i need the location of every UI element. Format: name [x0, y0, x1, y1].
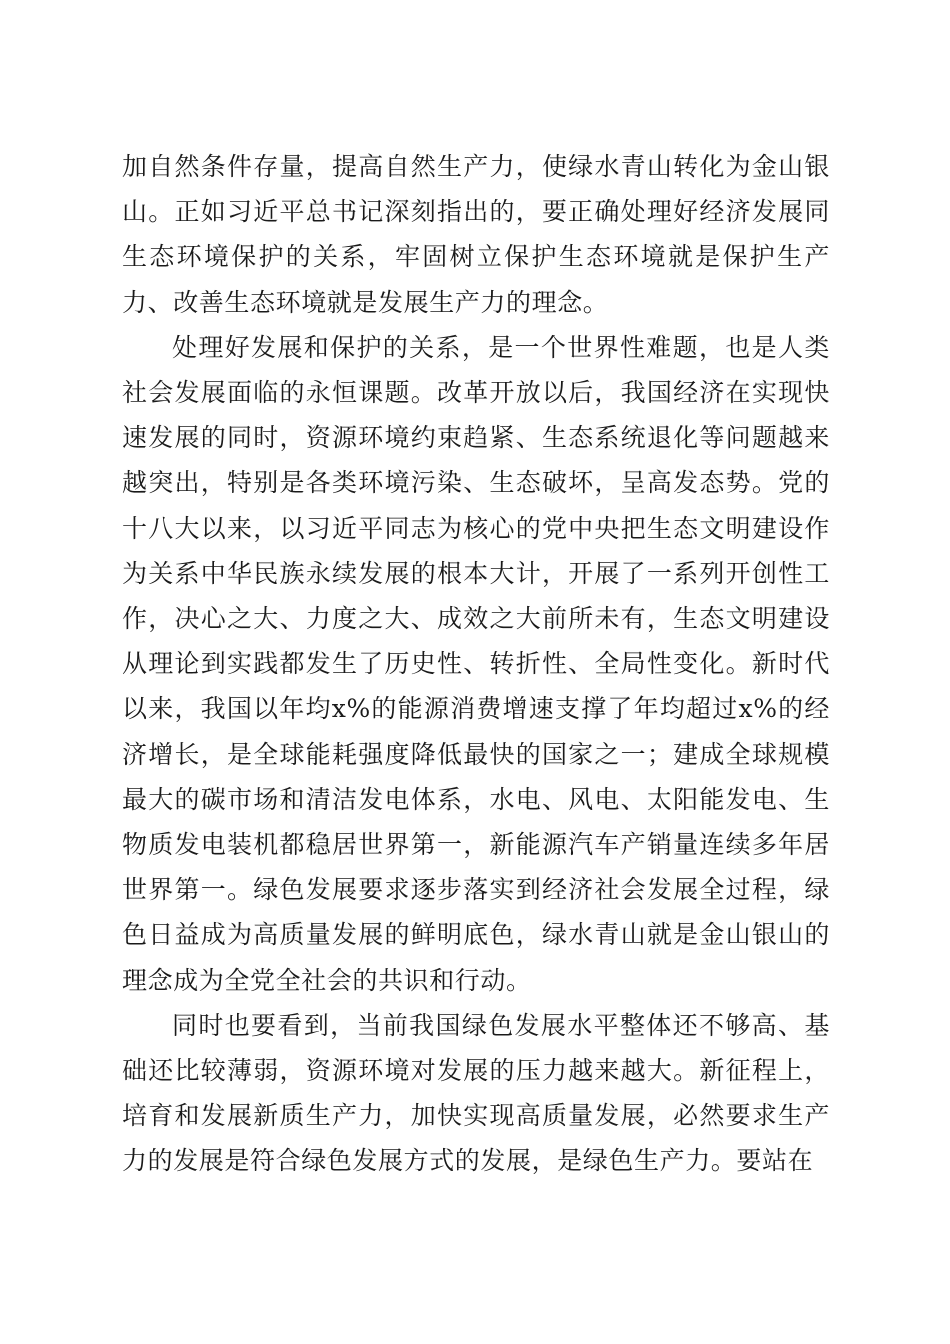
paragraph-1: 加自然条件存量，提高自然生产力，使绿水青山转化为金山银山。正如习近平总书记深刻指出的，要正确处理好经济发展同生态环境保护的关系，牢固树立保护生态环境就是保护生产力、改善生态环境就是发展生产力的理念。 — [122, 152, 830, 317]
paragraph-3: 同时也要看到，当前我国绿色发展水平整体还不够高、基础还比较薄弱，资源环境对发展的压力越来越大。新征程上，培育和发展新质生产力，加快实现高质量发展，必然要求生产力的发展是符合绿色发展方式的发展，是绿色生产力。要站在 — [122, 1010, 830, 1176]
document-body — [122, 144, 830, 1184]
paragraph-2: 处理好发展和保护的关系，是一个世界性难题，也是人类社会发展面临的永恒课题。改革开放以后，我国经济在实现快速发展的同时，资源环境约束趋紧、生态系统退化等问题越来越突出，特别是各类环境污染、生态破坏，呈高发态势。党的十八大以来，以习近平同志为核心的党中央把生态文明建设作为关系中华民族永续发展的根本大计，开展了一系列开创性工作，决心之大、力度之大、成效之大前所未有，生态文明建设从理论到实践都发生了历史性、转折性、全局性变化。新时代以来，我国以年均x%的能源消费增速支撑了年均超过x%的经济增长，是全球能耗强度降低最快的国家之一；建成全球规模最大的碳市场和清洁发电体系，水电、风电、太阳能发电、生物质发电装机都稳居世界第一，新能源汽车产销量连续多年居世界第一。绿色发展要求逐步落实到经济社会发展全过程，绿色日益成为高质量发展的鲜明底色，绿水青山就是金山银山的理念成为全党全社会的共识和行动。 — [122, 332, 830, 995]
